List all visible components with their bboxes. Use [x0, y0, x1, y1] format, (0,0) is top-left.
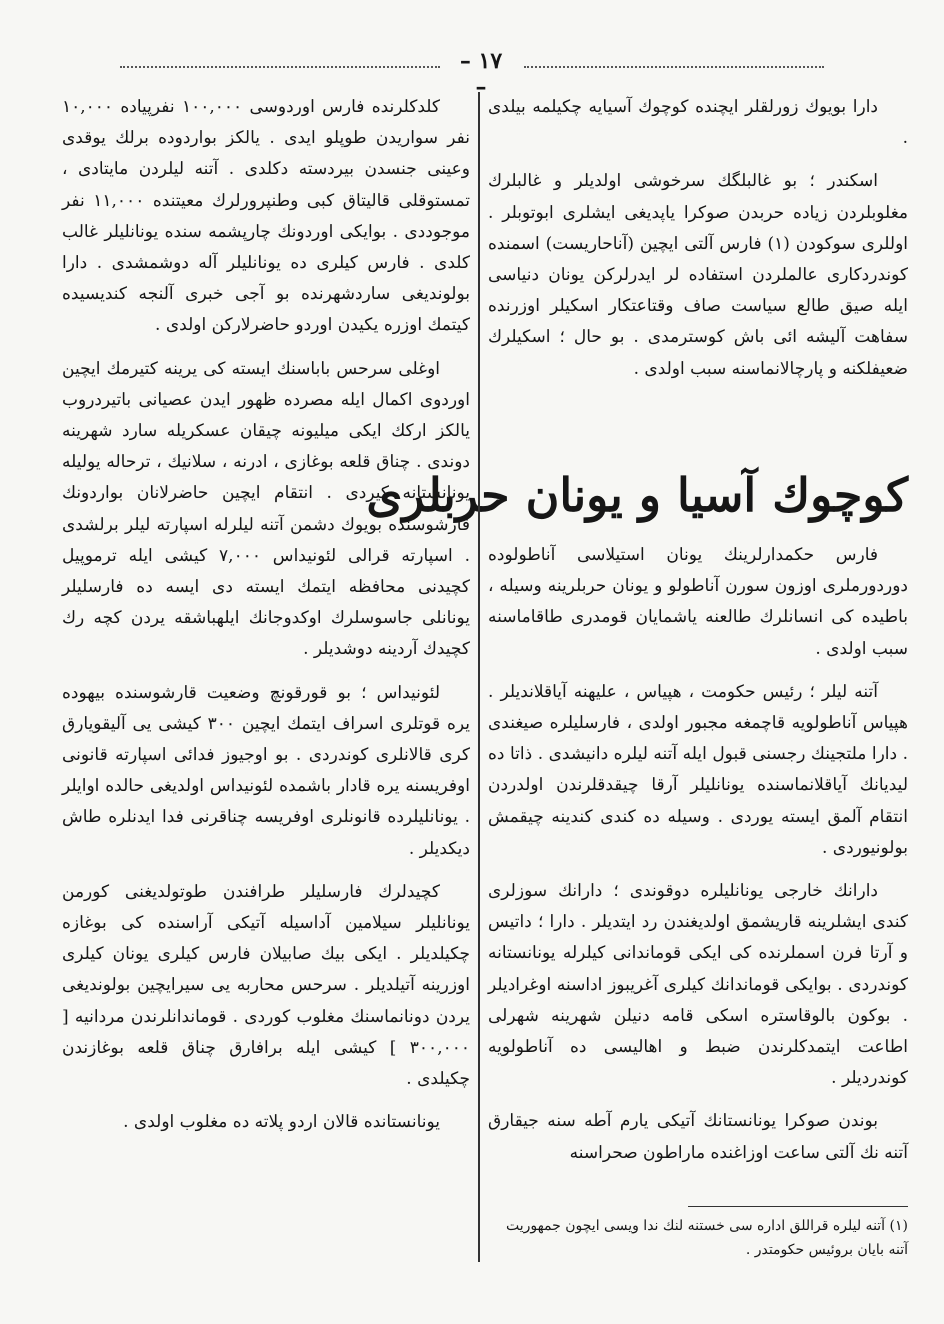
footnote-rule: [688, 1206, 908, 1207]
paragraph: آتنه لیلر ؛ رئیس حكومت ، هپیاس ، علیهنه آیاقلاندیلر . هپیاس آناطولویه قاچمغه مجبور اولدی ، فارسلیلره صیغندی . دارا ملتجینك رجسنی قبول ایله آتنه لیلره دانیشدی . ذاتا ده لیدیانك آیاقلانماسنده یونانلیلر آرقا چیقدقلرندن اولدردن انتقام آلمق ایسته یوردی . وسیله ده كندی كندینه چیقمش بولونیوردی .: [488, 681, 908, 858]
right-column-top: [488, 92, 908, 385]
column-divider: [478, 92, 480, 1262]
page-header: [0, 48, 944, 100]
section-heading: كوچوك آسیا و یونان حربلری: [366, 468, 908, 522]
footnote: (١) آتنه لیلره قراللق اداره سی خستنه لنك ندا ویسی ایچون جمهوریت آتنه بایان بروئیس حكومتدر .: [505, 1218, 908, 1258]
paragraph: یونانستانده قالان اردو پلاته ده مغلوب اولدی .: [123, 1112, 440, 1133]
paragraph: فارس حكمدارلرینك یونان استیلاسی آناطولوده دوردورملری اوزون سورن آناطولو و یونان حربلرینه وسیله ، باطیده كی انسانلرك طالعنه یاشمایان قومدری طاقاماسنه سبب اولدی .: [488, 545, 908, 659]
paragraph: كچیدلرك فارسلیلر طرافندن طوتولدیغنی كورمن یونانلیلر سیلامین آداسیله آتیكی آراسنده كی بوغازه چكیلدیلر . ایكی بیك صابیلان فارس كیلری یونان كیلری اوزرینه آتیلدیلر . سرحس محاربه یی سیرایچین بولوندیغی یردن دونانماسنك مغلوب كوردی . قوماندانلرندن مردانیه [ ٣٠٠,٠٠٠ ] كیشی ایله برافارق چناق قلعه بوغازندن چكیلدی .: [62, 881, 470, 1090]
paragraph: بوندن صوكرا یونانستانك آتیكی یارم آطه سنه جیقارق آتنه نك آلتی ساعت اوزاغنده ماراطون صحراسنه: [488, 1111, 908, 1163]
paragraph: كلدكلرنده فارس اوردوسی ١٠٠,٠٠٠ نفرپیاده ١٠,٠٠٠ نفر سواریدن طوپلو ایدی . یالكز بواردوده برلك یوقدی وعینی جنسدن بیردسته دكلدی . آتنه لیلردن مایتادی ، تمستوقلی قالیتاق كبی وطنپرورلرك معیتنده ١١,٠٠٠ نفر موجوددی . بوایكی اوردونك چارپشمه سنده یونانلیلر غالب كلدی . فارس كیلری ده یونانلیلر آله دوشمشدی . دارا بولوندیغی ساردشهرنده بو آجی خبری آلنجه كندیسیده كیتمك اوزره یكیدن اوردو حاضرلاركن اولدی .: [62, 97, 471, 336]
paragraph: لئونیداس ؛ بو قورقونچ وضعیت قارشوسنده بیهوده یره قوتلری اسراف ایتمك ایچین ٣٠٠ كیشی یی آلیقویارق كری قالانلری كوندردی . بو اوجیوز فدائی اسپارته قانونی اوفریسنه یره قادار باشمده لئونیداس اولدیغی حالده اوایلر . یونانلیلرده قانونلری اوفریسه چناقرنی فدا ایدنلره طاش دیكدیلر .: [62, 682, 470, 859]
paragraph: اوغلی سرحس باباسنك ایسته كی یرینه كتیرمك ایچین اوردوی اكمال ایله مصرده ظهور ایدن عصیانی باتیردروب یالكز اركك ایكی میلیونه چیقان عسكریله سارد شهرینه دوندی . چناق قلعه بوغازی ، ادرنه ، سلانیك ، ترحاله یولیله یونانستانه كیردی . انتقام ایچین حاضرلانان بواردونك قارشوسنده بویوك دشمن آتنه لیلرله اسپارته لیلر برلشدی . اسپارته قرالی لئونیداس ٧,٠٠٠ كیشی ایله ترموپیل كچیدنی محافظه ایتمك ایسته دی ایسه ده فارسلیلر یونانلی جاسوسلرك اوكدوجانك ایلهباشقه یردن كچه رك كچیدك آردینه دوشدیلر .: [62, 358, 471, 660]
paragraph: دارانك خارجی یونانلیلره دوقوندی ؛ دارانك سوزلری كندی ایشلرینه قاریشمق اولدیغندن رد ایتدیلر . دارا ؛ داتیس و آرتا فرن اسملرنده كی ایكی قوماندانی كیلرله یونانستانه كوندردی . بوایكی قوماندانك كیلری آغریبوز اداسنه اوغرادیلر . بوكون بالوقاستره اسكی قامه دنیلن شهرینه شهرلی اطاعت ایتمدكلرندن ضبط و اهالیسی ده آناطولویه كوندردیلر .: [488, 881, 908, 1089]
header-rule-right: [524, 66, 824, 68]
paragraph: اسكندر ؛ بو غالبلگك سرخوشی اولدیلر و غالبلرك مغلوبلردن زیاده حربدن صوكرا یاپدیغی ایشلری ابوتوبلر . اوللری سوكودن (١) فارس آلتی ایچین (آناحاریست) اسمنده كوندردكاری عالملردن استفاده لر ایدرلركن یونان دنیاسی ایله صیق طالع سیاست صاف وقتاعتكار اسكیلر اوزرنده سفاهت آلیشه ائی باش كوسترمدی . بو حال ؛ اسكیلرك ضعیفلكنه و پارچالانماسنه سبب اولدی .: [488, 171, 909, 379]
left-column: [62, 92, 470, 1139]
right-column-bottom: [488, 540, 908, 1169]
page-number: – ١٧ –: [459, 48, 503, 100]
header-rule-left: [120, 66, 440, 68]
paragraph: دارا بویوك زورلقلر ایچنده كوچوك آسیایه چكیلمه بیلدی .: [488, 97, 908, 149]
